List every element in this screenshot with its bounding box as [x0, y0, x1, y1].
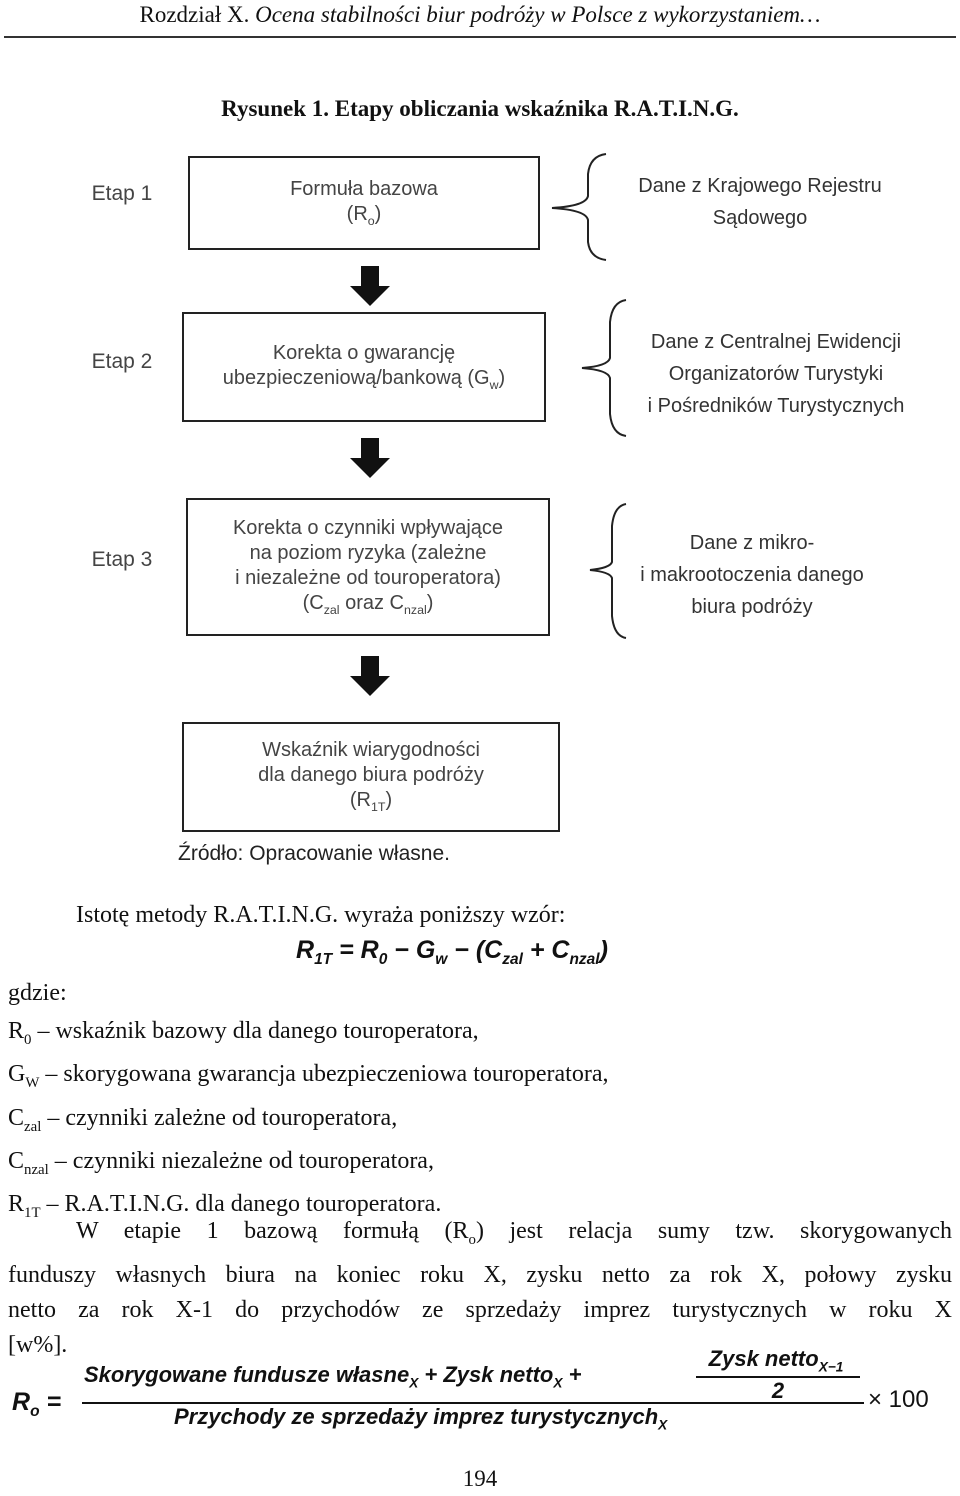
running-header-text — [0, 2, 960, 28]
stage-3-source-line-3: biura podróży — [691, 596, 813, 618]
stage-1-box-line-1: Formuła bazowa — [290, 177, 438, 200]
stage-2-label: Etap 2 — [91, 350, 153, 373]
stage-2-box-line-1: Korekta o gwarancję — [272, 341, 456, 364]
stage-1-source-line-1: Dane z Krajowego Rejestru — [638, 175, 882, 197]
stage-3-box-line-1: Korekta o czynniki wpływające — [232, 516, 504, 539]
stage-3-box — [186, 498, 550, 636]
paragraph-line-2: funduszy własnych biura na koniec roku X, zysku netto za rok X, połowy zysku — [8, 1261, 952, 1288]
formula-intro: Istotę metody R.A.T.I.N.G. wyraża poniższy wzór: — [76, 902, 566, 928]
stage-1-source-line-2: Sądowego — [712, 207, 808, 229]
result-box-line-1: Wskaźnik wiarygodności — [262, 739, 480, 762]
base-formula-inner-denominator: 2 — [771, 1378, 785, 1403]
paragraph-line-1: W etapie 1 bazową formułą $(R_o)$ jest relacja sumy tzw. skorygowanych — [76, 1218, 952, 1248]
definitions-list — [8, 1014, 608, 1230]
stage-1-source — [600, 170, 920, 234]
down-arrow-icon — [350, 656, 390, 698]
stage-2-source — [620, 326, 932, 422]
down-arrow-icon — [350, 438, 390, 480]
definition-item: $G_W$ – skorygowana gwarancja ubezpieczeniowa touroperatora, — [8, 1061, 609, 1092]
figure-source-note: Źródło: Opracowanie własne. — [178, 842, 450, 865]
stage-3-label: Etap 3 — [91, 548, 153, 571]
definition-item: $C_{zal}$ – czynniki zależne od touroperatora, — [8, 1104, 398, 1135]
stage-3-source-line-2: i makrootoczenia danego — [640, 564, 864, 586]
base-formula-denominator: Przychody ze sprzedaży imprez turystycznych$_X$ — [174, 1404, 668, 1433]
stage-3-source — [612, 527, 892, 623]
definition-item: $R_{1T} - R.A.T.I.N.G$. dla danego touroperatora. — [8, 1191, 442, 1221]
body-paragraph — [8, 1214, 952, 1363]
header-title: Ocena stabilności biur podróży w Polsce z wykorzystaniem… — [255, 2, 821, 27]
header-chapter: Rozdział X. — [139, 2, 250, 27]
definition-item: $C_{nzal}$ – czynniki niezależne od touroperatora, — [8, 1147, 434, 1178]
down-arrow-icon — [350, 266, 390, 308]
base-formula-numerator: Skorygowane fundusze własne$_X$ + Zysk netto$_X$ + — [84, 1362, 582, 1391]
stage-1-box — [188, 156, 540, 250]
stage-1-label: Etap 1 — [91, 182, 153, 205]
result-box-line-2: dla danego biura podróży — [258, 764, 484, 787]
page-number: 194 — [462, 1466, 498, 1491]
stage-3-box-line-2: na poziom ryzyka (zależne — [249, 541, 487, 564]
paragraph-line-3: netto za rok X-1 do przychodów ze sprzedaży imprez turystycznych w roku X — [8, 1296, 952, 1323]
stage-2-source-line-1: Dane z Centralnej Ewidencji — [650, 331, 902, 353]
rating-formula: $R_{1T} = R_0 - G_w - (C_{zal} + C_{nzal})$ — [296, 936, 608, 968]
result-box — [182, 722, 560, 832]
definition-item: $R_0$ – wskaźnik bazowy dla danego touroperatora, — [8, 1018, 479, 1048]
base-formula-lhs: $R_o$ = — [12, 1388, 62, 1420]
base-formula-inner-numerator: Zysk netto$_{X-1}$ — [708, 1346, 844, 1375]
stage-2-source-line-2: Organizatorów Turystyki — [668, 363, 884, 385]
stage-3-box-line-4: ($C_{zal}$ oraz $C_{nzal}$) — [302, 591, 434, 617]
header-rule — [4, 36, 956, 38]
result-box-line-3: $(R_{1T})$ — [349, 789, 393, 815]
base-formula-multiplier: × 100 — [868, 1386, 929, 1413]
stage-2-box — [182, 312, 546, 422]
stage-1-box-line-2: $(R_o)$ — [346, 202, 382, 228]
figure-title: Rysunek 1. Etapy obliczania wskaźnika R.A.T.I.N.G. — [221, 96, 739, 121]
where-label: gdzie: — [8, 980, 67, 1006]
stage-3-source-line-1: Dane z mikro- — [689, 532, 815, 554]
stage-2-box-line-2: ubezpieczeniową/bankową $(G_w)$ — [222, 366, 506, 392]
stage-3-box-line-3: i niezależne od touroperatora) — [235, 566, 501, 589]
paragraph-line-4: [w%]. — [8, 1331, 68, 1358]
stage-2-source-line-3: i Pośredników Turystycznych — [647, 395, 905, 417]
